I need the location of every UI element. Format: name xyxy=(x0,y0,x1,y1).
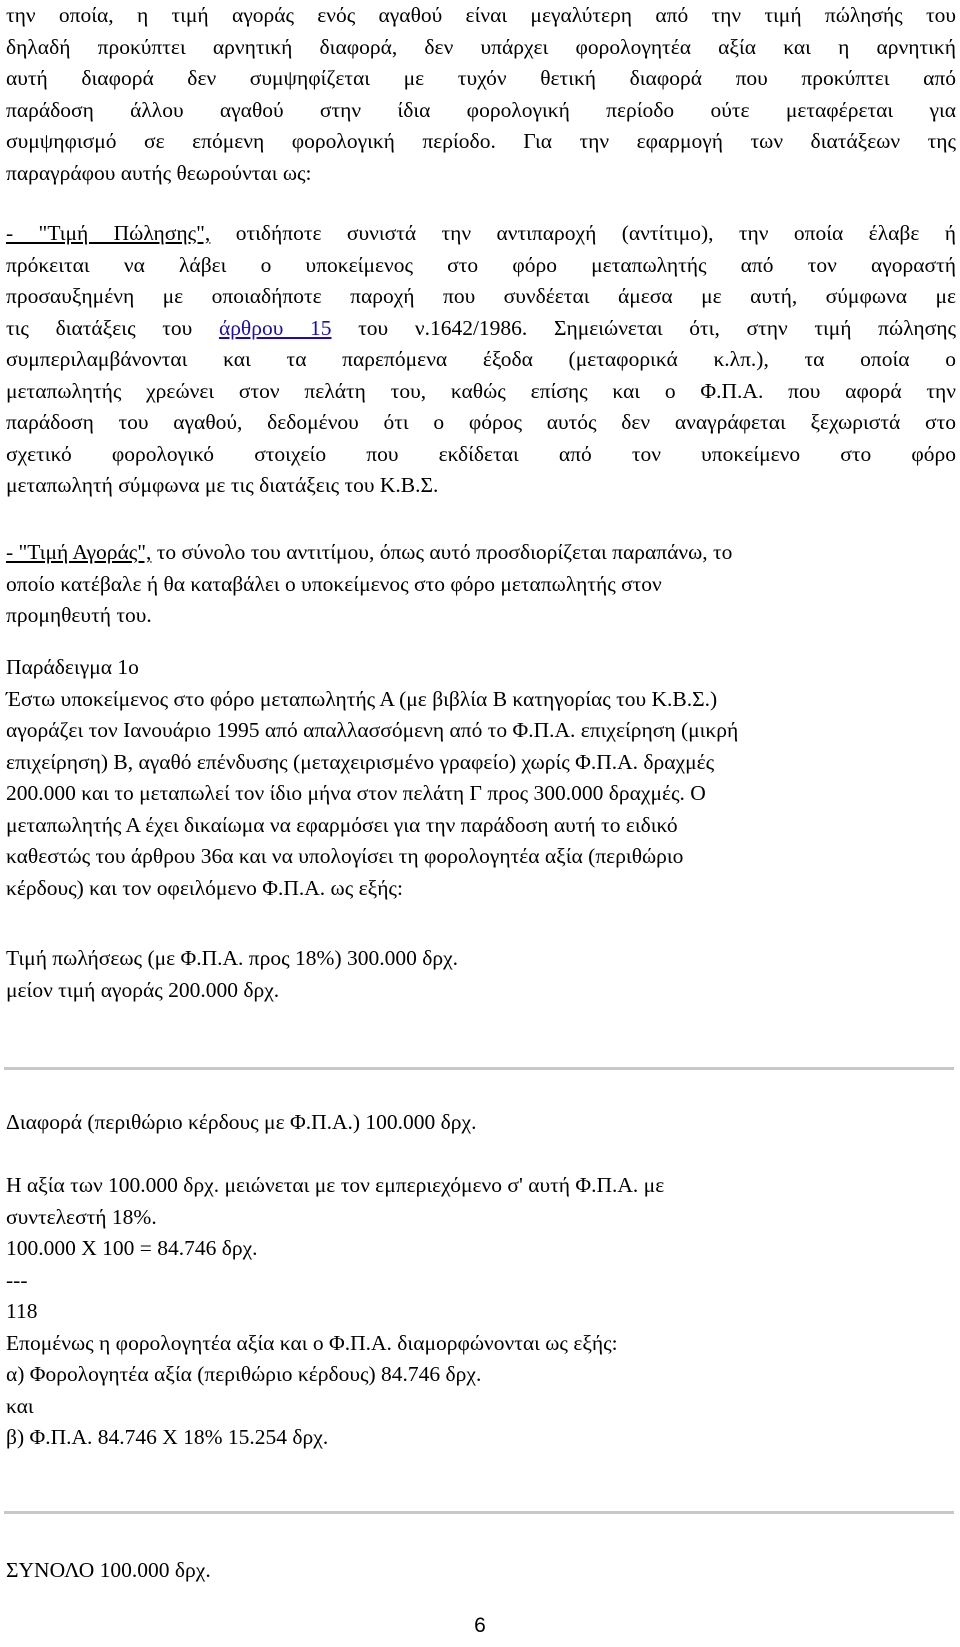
text-line: μεταπωλητής Α έχει δικαίωμα να εφαρμόσει για την παράδοση αυτή το ειδικό xyxy=(6,812,678,837)
text-line: και xyxy=(6,1393,34,1418)
example-title: Παράδειγμα 1ο xyxy=(6,655,139,679)
text-line: αγοράζει τον Ιανουάριο 1995 από απαλλασσόμενη από το Φ.Π.Α. επιχείρηση (μικρή xyxy=(6,718,739,742)
text-line: κέρδους) και τον οφειλόμενο Φ.Π.Α. ως εξής: xyxy=(6,875,403,900)
sale-price-line: Τιμή πωλήσεως (με Φ.Π.Α. προς 18%) 300.000 δρχ. xyxy=(6,946,459,970)
total-block xyxy=(6,1555,956,1587)
vat-line: β) Φ.Π.Α. 84.746 Χ 18% 15.254 δρχ. xyxy=(6,1425,329,1449)
text-span: οτιδήποτε συνιστά την αντιπαροχή (αντίτιμο), την οποία έλαβε ή xyxy=(210,221,956,245)
intro-paragraph xyxy=(6,0,956,189)
example-section xyxy=(6,652,956,904)
text-line: παράδοση του αγαθού, δεδομένου ότι ο φόρος αυτός δεν αναγράφεται ξεχωριστά στο xyxy=(6,410,956,434)
formula-line: 100.000 Χ 100 = 84.746 δρχ. xyxy=(6,1236,258,1260)
text-line xyxy=(6,218,956,250)
text-line: παραγράφου αυτής θεωρούνται ως: xyxy=(6,160,312,185)
text-line: σχετικό φορολογικό στοιχείο που εκδίδεται από τον υποκείμενο στο φόρο xyxy=(6,441,956,466)
text-line: οποίο κατέβαλε ή θα καταβάλει ο υποκείμενος στο φόρο μεταπωλητής στον xyxy=(6,571,662,596)
difference-block xyxy=(6,1107,956,1139)
purchase-price-definition xyxy=(6,537,956,632)
text-line: Η αξία των 100.000 δρχ. μειώνεται με τον εμπεριεχόμενο σ' αυτή Φ.Π.Α. με xyxy=(6,1173,665,1197)
text-line: προμηθευτή του. xyxy=(6,603,152,627)
text-line: πρόκειται να λάβει ο υποκείμενος στο φόρο μεταπωλητής από τον αγοραστή xyxy=(6,252,956,277)
text-line: Έστω υποκείμενος στο φόρο μεταπωλητής Α (με βιβλία Β κατηγορίας του Κ.Β.Σ.) xyxy=(6,686,718,711)
text-line: την οποία, η τιμή αγοράς ενός αγαθού είναι μεγαλύτερη από την τιμή πώλησής του xyxy=(6,3,956,27)
text-line: παράδοση άλλου αγαθού στην ίδια φορολογική περίοδο ούτε μεταφέρεται για xyxy=(6,97,956,122)
text-line: επιχείρηση) Β, αγαθό επένδυσης (μεταχειρισμένο γραφείο) χωρίς Φ.Π.Α. δραχμές xyxy=(6,749,715,774)
text-line xyxy=(6,537,956,569)
text-line: καθεστώς του άρθρου 36α και να υπολογίσει τη φορολογητέα αξία (περιθώριο xyxy=(6,844,684,868)
sale-price-definition xyxy=(6,218,956,502)
text-line: μεταπωλητή σύμφωνα με τις διατάξεις του Κ.Β.Σ. xyxy=(6,473,439,497)
taxable-value-line: α) Φορολογητέα αξία (περιθώριο κέρδους) 84.746 δρχ. xyxy=(6,1362,482,1386)
text-line: μεταπωλητής χρεώνει στον πελάτη του, καθώς επίσης και ο Φ.Π.Α. που αφορά την xyxy=(6,378,956,403)
text-line: συμπεριλαμβάνονται και τα παρεπόμενα έξοδα (μεταφορικά κ.λπ.), τα οποία ο xyxy=(6,347,956,371)
denominator-line: 118 xyxy=(6,1299,38,1323)
purchase-price-term: - "Τιμή Αγοράς", xyxy=(6,540,152,564)
text-line: συντελεστή 18%. xyxy=(6,1204,157,1229)
sale-price-term: - "Τιμή Πώλησης", xyxy=(6,221,211,245)
horizontal-divider xyxy=(4,1511,954,1514)
total-line: ΣΥΝΟΛΟ 100.000 δρχ. xyxy=(6,1558,211,1582)
text-span: τις διατάξεις του xyxy=(6,315,219,340)
fraction-line: --- xyxy=(6,1267,28,1292)
text-line: δηλαδή προκύπτει αρνητική διαφορά, δεν υπάρχει φορολογητέα αξία και η αρνητική xyxy=(6,34,956,59)
horizontal-divider xyxy=(4,1067,954,1070)
article-15-link[interactable]: άρθρου 15 xyxy=(218,315,332,340)
sale-calculation xyxy=(6,943,956,1006)
page-number: 6 xyxy=(474,1614,486,1637)
text-span: το σύνολο του αντιτίμου, όπως αυτό προσδιορίζεται παραπάνω, το xyxy=(151,540,733,564)
text-line: 200.000 και το μεταπωλεί τον ίδιο μήνα στον πελάτη Γ προς 300.000 δραχμές. Ο xyxy=(6,781,706,805)
text-span: του ν.1642/1986. Σημειώνεται ότι, στην τιμή πώλησης xyxy=(331,315,957,340)
difference-line: Διαφορά (περιθώριο κέρδους με Φ.Π.Α.) 100.000 δρχ. xyxy=(6,1110,477,1134)
text-line: Επομένως η φορολογητέα αξία και ο Φ.Π.Α. διαμορφώνονται ως εξής: xyxy=(6,1330,618,1355)
vat-calculation xyxy=(6,1170,956,1454)
purchase-price-line: μείον τιμή αγοράς 200.000 δρχ. xyxy=(6,977,280,1002)
text-line: συμψηφισμό σε επόμενη φορολογική περίοδο. Για την εφαρμογή των διατάξεων της xyxy=(6,129,956,153)
text-line xyxy=(6,313,956,345)
text-line: προσαυξημένη με οποιαδήποτε παροχή που συνδέεται άμεσα με αυτή, σύμφωνα με xyxy=(6,284,956,308)
text-line: αυτή διαφορά δεν συμψηφίζεται με τυχόν θετική διαφορά που προκύπτει από xyxy=(6,66,956,90)
